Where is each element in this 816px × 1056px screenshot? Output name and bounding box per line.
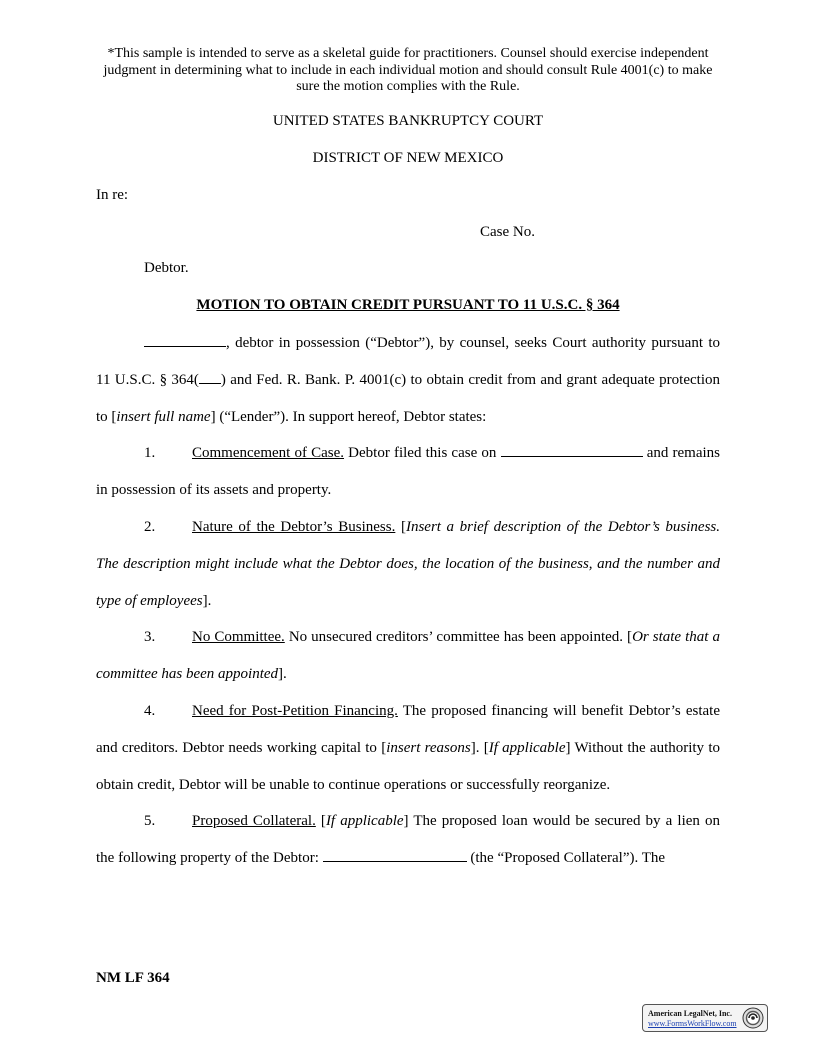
paragraph-text: Debtor filed this case on (344, 445, 501, 462)
badge-link[interactable]: www.FormsWorkFlow.com (648, 1019, 737, 1028)
paragraph-text: ]. [ (470, 739, 489, 756)
globe-logo-icon (742, 1007, 764, 1029)
paragraph-heading: Nature of the Debtor’s Business. (192, 518, 396, 535)
paragraph-text: ] The proposed loan would be secured by a lien on the following property of the Debtor: (96, 813, 721, 867)
paragraph-text: No unsecured creditors’ committee has been appointed. [ (284, 629, 633, 646)
motion-body (96, 325, 720, 877)
motion-title-text: MOTION TO OBTAIN CREDIT PURSUANT TO 11 U.S.C. § 364 (196, 297, 620, 313)
paragraph-heading: Need for Post-Petition Financing. (192, 702, 398, 719)
motion-title (96, 297, 720, 314)
section-blank (199, 369, 221, 384)
paragraph-heading: Commencement of Case. (192, 445, 345, 462)
paragraph-text: ] Without the authority to obtain credit, Debtor will be unable to continue operations or successfully reorganize. (96, 739, 720, 793)
paragraph-2 (96, 509, 720, 619)
paragraph-number: 3. (144, 629, 156, 646)
paragraph-italic: Or state that a committee has been appointed (96, 629, 720, 683)
intro-text-1: , debtor in possession (“Debtor”), by counsel, seeks Court authority pursuant to 11 U.S.C. § 364( (96, 335, 720, 388)
legalnet-badge[interactable] (642, 1004, 768, 1032)
intro-paragraph (96, 325, 720, 435)
paragraph-5 (96, 803, 720, 877)
header-note: *This sample is intended to serve as a skeletal guide for practitioners. Counsel should exercise independent judgment in determining what to include in each individual motion and should consult Rule 4001(c) to make sure the motion complies with the Rule. (103, 46, 713, 94)
paragraph-text: ]. (202, 592, 212, 609)
paragraph-number: 2. (144, 518, 156, 535)
paragraph-heading: Proposed Collateral. (192, 813, 316, 830)
district-name: DISTRICT OF NEW MEXICO (312, 150, 504, 166)
paragraph-text: and remains in possession of its assets and property. (96, 445, 721, 499)
filing-date-blank (501, 442, 643, 457)
paragraph-1 (96, 435, 720, 509)
paragraph-4 (96, 693, 720, 803)
paragraph-text: (the “Proposed Collateral”). The (466, 850, 666, 867)
in-re-label: In re: (96, 187, 129, 203)
intro-text-2: ) and Fed. R. Bank. P. 4001(c) to obtain credit from and grant adequate protection to [ (96, 371, 720, 425)
paragraph-text: ]. (278, 666, 287, 683)
intro-italic: insert full name (116, 408, 211, 425)
paragraph-italic: If applicable (488, 739, 566, 756)
paragraph-italic: If applicable (325, 813, 404, 830)
paragraph-italic: insert reasons (386, 739, 471, 756)
badge-company: American LegalNet, Inc. (648, 1009, 732, 1018)
intro-text-3: ] (“Lender”). In support hereof, Debtor states: (210, 408, 487, 425)
paragraph-text: [ (395, 518, 406, 535)
court-name: UNITED STATES BANKRUPTCY COURT (272, 113, 544, 129)
form-id: NM LF 364 (96, 970, 170, 986)
paragraph-text: [ (315, 813, 326, 830)
paragraph-text: The proposed financing will benefit Debtor’s estate and creditors. Debtor needs working capital to [ (96, 702, 720, 756)
case-no-label: Case No. (480, 224, 535, 240)
paragraph-number: 1. (144, 445, 156, 462)
collateral-blank (323, 847, 467, 862)
paragraph-italic: Insert a brief description of the Debtor’s business. The description might include what the Debtor does, the location of the business, and the number and type of employees (96, 518, 721, 609)
debtor-label: Debtor. (144, 260, 189, 276)
paragraph-heading: No Committee. (192, 629, 285, 646)
paragraph-number: 4. (144, 702, 156, 719)
paragraph-3 (96, 619, 720, 693)
debtor-name-blank (144, 332, 226, 347)
paragraph-number: 5. (144, 813, 156, 830)
